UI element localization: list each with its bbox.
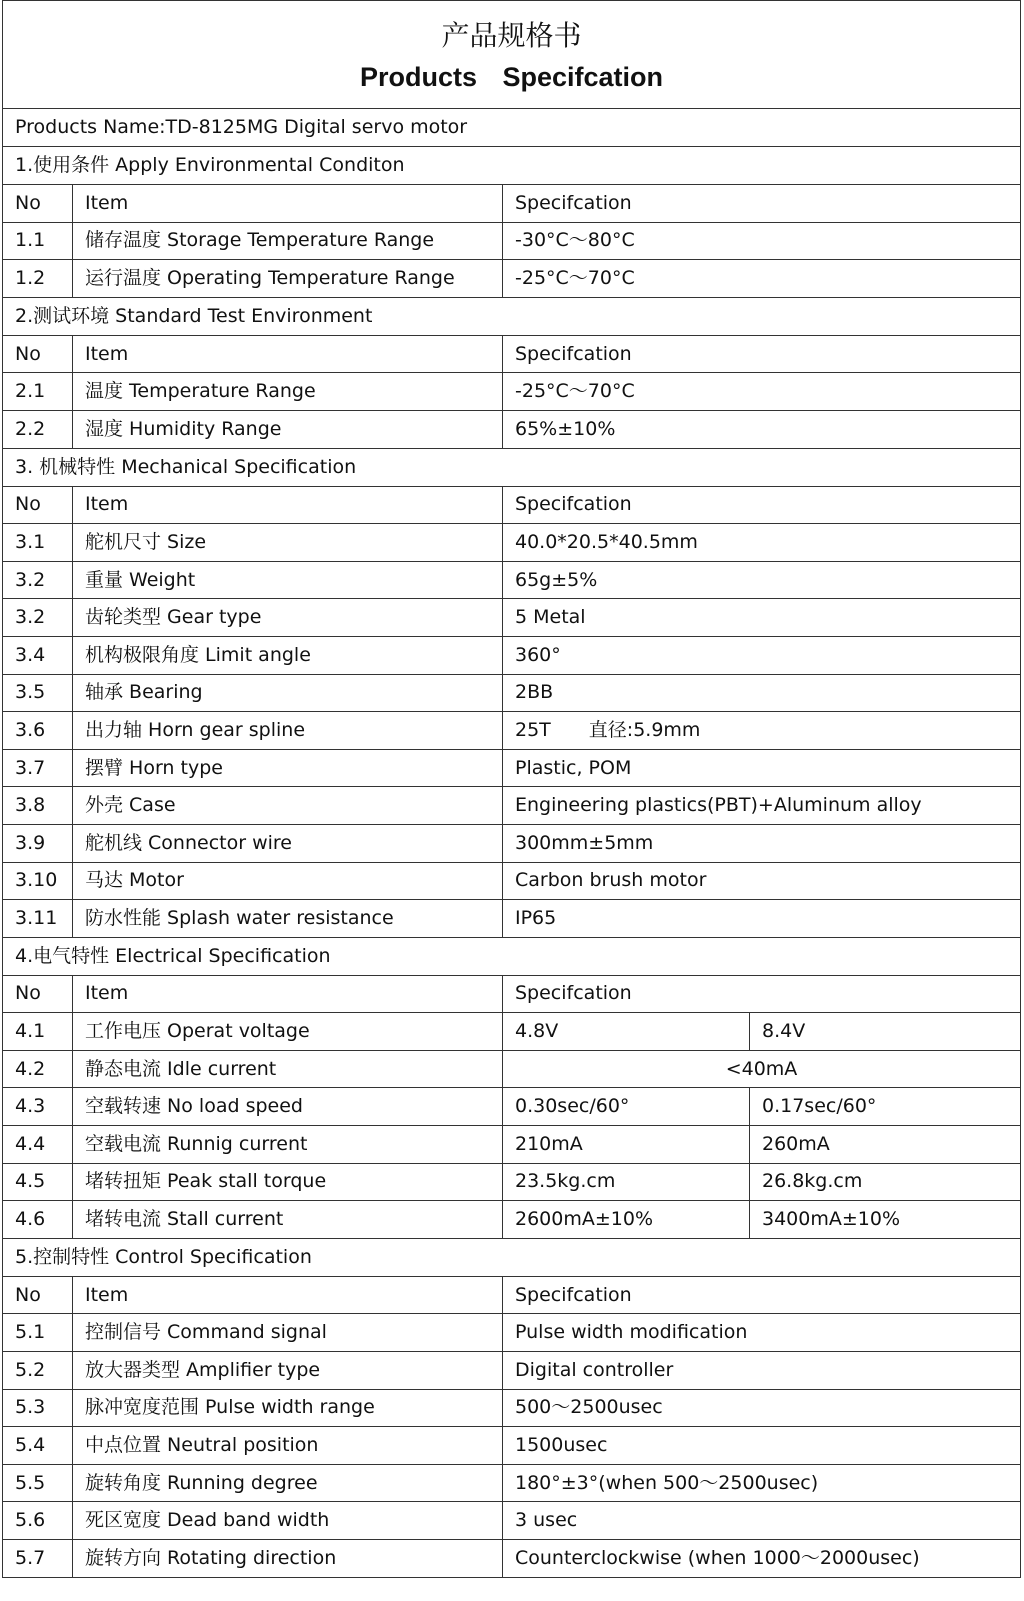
- col-header-no: No: [3, 1276, 73, 1314]
- table-row: [3, 373, 1021, 411]
- row-spec-b: 3400mA±10%: [750, 1201, 1021, 1239]
- row-no: 3.5: [3, 674, 73, 712]
- row-no: 3.8: [3, 787, 73, 825]
- table-row: [3, 1502, 1021, 1540]
- row-item: 齿轮类型 Gear type: [73, 599, 503, 637]
- spec-table: [2, 0, 1021, 1578]
- row-no: 3.9: [3, 824, 73, 862]
- section-header: [3, 1238, 1021, 1276]
- row-spec-b: 26.8kg.cm: [750, 1163, 1021, 1201]
- row-spec: 5 Metal: [503, 599, 1021, 637]
- title-block: [3, 1, 1021, 109]
- row-item: 摆臂 Horn type: [73, 749, 503, 787]
- row-item: 重量 Weight: [73, 561, 503, 599]
- row-spec: 360°: [503, 636, 1021, 674]
- row-spec: 500～2500usec: [503, 1389, 1021, 1427]
- row-item: 静态电流 Idle current: [73, 1050, 503, 1088]
- col-header-no: No: [3, 486, 73, 524]
- row-item: 储存温度 Storage Temperature Range: [73, 222, 503, 260]
- page-title-en: Products Specifcation: [359, 62, 664, 92]
- row-spec: Pulse width modification: [503, 1314, 1021, 1352]
- row-no: 4.2: [3, 1050, 73, 1088]
- row-item: 工作电压 Operat voltage: [73, 1013, 503, 1051]
- col-header-item: Item: [73, 1276, 503, 1314]
- row-item: 出力轴 Horn gear spline: [73, 712, 503, 750]
- col-header-spec: Specifcation: [503, 185, 1021, 223]
- row-spec: [503, 712, 1021, 750]
- row-spec-b: 260mA: [750, 1126, 1021, 1164]
- row-no: 3.4: [3, 636, 73, 674]
- row-spec-b: 8.4V: [750, 1013, 1021, 1051]
- row-item: 空载电流 Runnig current: [73, 1126, 503, 1164]
- row-spec-value: 25T: [515, 718, 551, 741]
- table-row: [3, 862, 1021, 900]
- row-spec: 3 usec: [503, 1502, 1021, 1540]
- row-no: 5.7: [3, 1540, 73, 1578]
- table-row: [3, 749, 1021, 787]
- section-header: [3, 147, 1021, 185]
- row-item: 外壳 Case: [73, 787, 503, 825]
- row-item: 湿度 Humidity Range: [73, 410, 503, 448]
- section-title: 1.使用条件 Apply Environmental Conditon: [3, 147, 1021, 185]
- table-row: [3, 1540, 1021, 1578]
- row-no: 4.4: [3, 1126, 73, 1164]
- col-header-spec: Specifcation: [503, 486, 1021, 524]
- section-header: [3, 448, 1021, 486]
- row-no: 4.3: [3, 1088, 73, 1126]
- col-header-item: Item: [73, 185, 503, 223]
- product-name: Products Name:TD-8125MG Digital servo motor: [3, 109, 1021, 147]
- col-header-spec: Specifcation: [503, 975, 1021, 1013]
- section-title: 3. 机械特性 Mechanical Specification: [3, 448, 1021, 486]
- section-title: 2.测试环境 Standard Test Environment: [3, 297, 1021, 335]
- table-row: [3, 674, 1021, 712]
- row-item: 舵机尺寸 Size: [73, 524, 503, 562]
- row-no: 5.1: [3, 1314, 73, 1352]
- row-item: 堵转扭矩 Peak stall torque: [73, 1163, 503, 1201]
- row-item: 脉冲宽度范围 Pulse width range: [73, 1389, 503, 1427]
- page-title-cn: 产品规格书: [441, 19, 582, 52]
- row-no: 2.1: [3, 373, 73, 411]
- table-row: [3, 1464, 1021, 1502]
- spec-sheet: [2, 0, 1020, 1578]
- row-no: 2.2: [3, 410, 73, 448]
- row-no: 1.2: [3, 260, 73, 298]
- row-no: 3.11: [3, 900, 73, 938]
- row-spec: 180°±3°(when 500～2500usec): [503, 1464, 1021, 1502]
- section-title: 4.电气特性 Electrical Specification: [3, 937, 1021, 975]
- row-no: 4.6: [3, 1201, 73, 1239]
- row-no: 3.2: [3, 561, 73, 599]
- row-spec: -25°C～70°C: [503, 260, 1021, 298]
- row-item: 控制信号 Command signal: [73, 1314, 503, 1352]
- row-spec: 40.0*20.5*40.5mm: [503, 524, 1021, 562]
- section-header: [3, 297, 1021, 335]
- row-spec: -25°C～70°C: [503, 373, 1021, 411]
- row-spec: Digital controller: [503, 1352, 1021, 1390]
- table-row: [3, 222, 1021, 260]
- section-title: 5.控制特性 Control Specification: [3, 1238, 1021, 1276]
- row-spec-a: 4.8V: [503, 1013, 750, 1051]
- section-header: [3, 937, 1021, 975]
- row-item: 堵转电流 Stall current: [73, 1201, 503, 1239]
- table-row: [3, 1126, 1021, 1164]
- row-item: 温度 Temperature Range: [73, 373, 503, 411]
- col-header-no: No: [3, 335, 73, 373]
- column-header-row: [3, 975, 1021, 1013]
- row-no: 3.1: [3, 524, 73, 562]
- row-item: 放大器类型 Amplifier type: [73, 1352, 503, 1390]
- table-row: [3, 787, 1021, 825]
- col-header-item: Item: [73, 975, 503, 1013]
- row-no: 5.4: [3, 1427, 73, 1465]
- row-no: 3.2: [3, 599, 73, 637]
- row-spec: -30°C～80°C: [503, 222, 1021, 260]
- table-row: [3, 1352, 1021, 1390]
- row-no: 3.10: [3, 862, 73, 900]
- row-item: 机构极限角度 Limit angle: [73, 636, 503, 674]
- row-item: 空载转速 No load speed: [73, 1088, 503, 1126]
- row-spec: 1500usec: [503, 1427, 1021, 1465]
- row-item: 死区宽度 Dead band width: [73, 1502, 503, 1540]
- row-no: 3.7: [3, 749, 73, 787]
- col-header-no: No: [3, 185, 73, 223]
- table-row: [3, 1427, 1021, 1465]
- row-spec-a: 0.30sec/60°: [503, 1088, 750, 1126]
- row-item: 轴承 Bearing: [73, 674, 503, 712]
- row-no: 3.6: [3, 712, 73, 750]
- row-spec: <40mA: [503, 1050, 1021, 1088]
- row-spec: Plastic, POM: [503, 749, 1021, 787]
- table-row: [3, 561, 1021, 599]
- row-item: 旋转方向 Rotating direction: [73, 1540, 503, 1578]
- table-row: [3, 900, 1021, 938]
- row-no: 5.6: [3, 1502, 73, 1540]
- table-row: [3, 599, 1021, 637]
- column-header-row: [3, 335, 1021, 373]
- row-item: 运行温度 Operating Temperature Range: [73, 260, 503, 298]
- row-spec: 300mm±5mm: [503, 824, 1021, 862]
- row-spec-b: 0.17sec/60°: [750, 1088, 1021, 1126]
- table-row: [3, 524, 1021, 562]
- table-row: [3, 1163, 1021, 1201]
- row-spec: Carbon brush motor: [503, 862, 1021, 900]
- col-header-spec: Specifcation: [503, 335, 1021, 373]
- row-item: 马达 Motor: [73, 862, 503, 900]
- row-no: 4.5: [3, 1163, 73, 1201]
- row-item: 中点位置 Neutral position: [73, 1427, 503, 1465]
- row-spec-a: 210mA: [503, 1126, 750, 1164]
- row-spec-a: 2600mA±10%: [503, 1201, 750, 1239]
- row-spec: Engineering plastics(PBT)+Aluminum alloy: [503, 787, 1021, 825]
- table-row: [3, 1013, 1021, 1051]
- table-row: [3, 410, 1021, 448]
- row-spec: Counterclockwise (when 1000～2000usec): [503, 1540, 1021, 1578]
- table-row: [3, 636, 1021, 674]
- row-no: 1.1: [3, 222, 73, 260]
- row-spec: IP65: [503, 900, 1021, 938]
- row-spec-a: 23.5kg.cm: [503, 1163, 750, 1201]
- column-header-row: [3, 185, 1021, 223]
- table-row: [3, 1201, 1021, 1239]
- table-row: [3, 1050, 1021, 1088]
- table-row: [3, 1389, 1021, 1427]
- row-no: 5.5: [3, 1464, 73, 1502]
- col-header-spec: Specifcation: [503, 1276, 1021, 1314]
- row-no: 5.2: [3, 1352, 73, 1390]
- row-item: 旋转角度 Running degree: [73, 1464, 503, 1502]
- col-header-item: Item: [73, 335, 503, 373]
- col-header-no: No: [3, 975, 73, 1013]
- table-row: [3, 1314, 1021, 1352]
- row-spec: 65g±5%: [503, 561, 1021, 599]
- col-header-item: Item: [73, 486, 503, 524]
- table-row: [3, 712, 1021, 750]
- table-row: [3, 260, 1021, 298]
- row-spec: 2BB: [503, 674, 1021, 712]
- table-row: [3, 1088, 1021, 1126]
- row-item: 舵机线 Connector wire: [73, 824, 503, 862]
- row-no: 4.1: [3, 1013, 73, 1051]
- column-header-row: [3, 1276, 1021, 1314]
- column-header-row: [3, 486, 1021, 524]
- row-item: 防水性能 Splash water resistance: [73, 900, 503, 938]
- row-no: 5.3: [3, 1389, 73, 1427]
- table-row: [3, 824, 1021, 862]
- row-spec-extra: 直径:5.9mm: [588, 718, 701, 741]
- row-spec: 65%±10%: [503, 410, 1021, 448]
